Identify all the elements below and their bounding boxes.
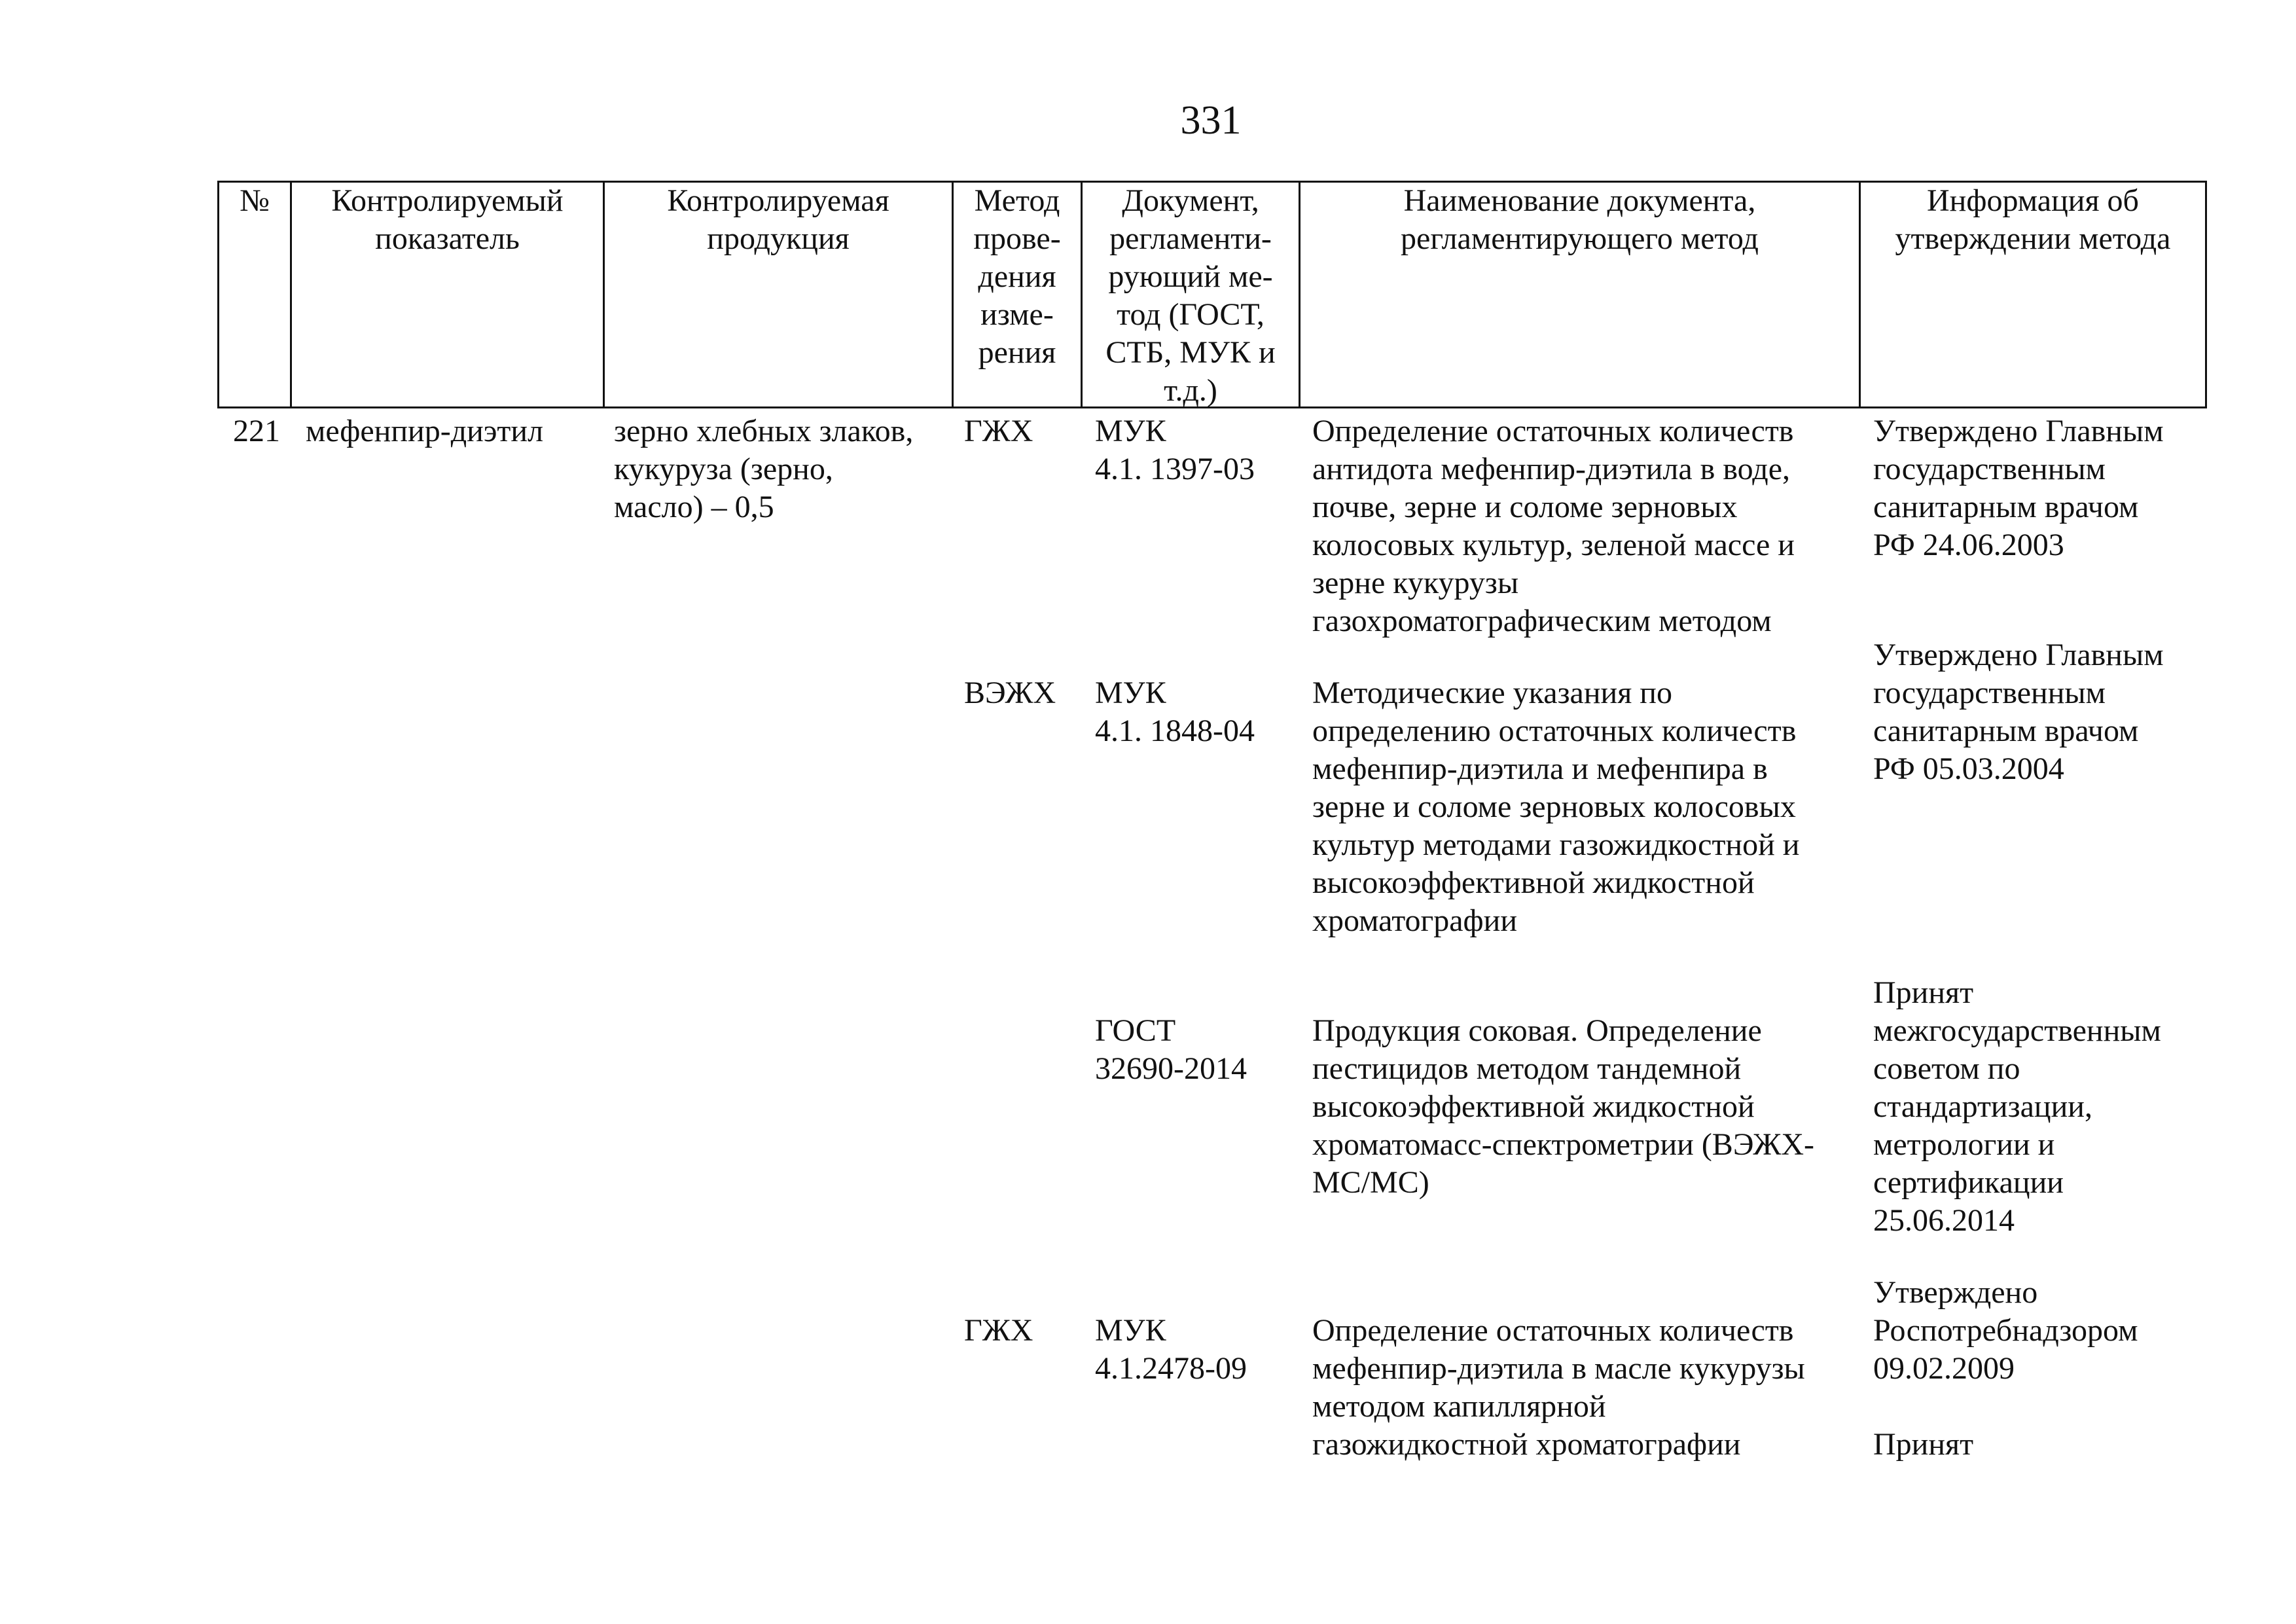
entry-document: МУК 4.1. 1848-04 (1095, 676, 1255, 748)
entry-doc-name: Методические указания по определению остаточных количеств мефенпир-диэтила и мефенпира в зерне и соломе зерновых колосовых культур методами газожидкостной и высокоэффективной жидкостной хроматографии (1312, 676, 1800, 938)
entry-approval: Принят межгосударственным советом по стандартизации, метрологии и сертификации 25.06.2014 (1873, 975, 2161, 1238)
entry-document: МУК 4.1. 1397-03 (1095, 414, 1255, 486)
entry-document: МУК 4.1.2478-09 (1095, 1313, 1247, 1386)
entry-approval: Утверждено Роспотребнадзором 09.02.2009 Принят (1873, 1275, 2138, 1462)
entry-document: ГОСТ 32690-2014 (1095, 1013, 1247, 1086)
entry-doc-name: Определение остаточных количеств антидота мефенпир-диэтила в воде, почве, зерне и соломе зерновых колосовых культур, зеленой массе и зерне кукурузы газохроматографическим методом (1312, 414, 1795, 638)
header-doc-name: Наименование документа, регламентирующего метод (1401, 183, 1759, 256)
header-document: Документ, регламенти- рующий ме- тод (ГОСТ, СТБ, МУК и т.д.) (1105, 183, 1276, 408)
header-product: Контролируемая продукция (667, 183, 889, 256)
entry-method: ГЖХ (964, 1313, 1033, 1348)
entry-doc-name: Продукция соковая. Определение пестицидов методом тандемной высокоэффективной жидкостной хроматомасс-спектрометрии (ВЭЖХ- МС/МС) (1312, 1013, 1814, 1200)
header-indicator: Контролируемый показатель (331, 183, 564, 256)
entry-method: ВЭЖХ (964, 676, 1056, 710)
row-indicator: мефенпир-диэтил (306, 414, 544, 448)
entry-approval: Утверждено Главным государственным санитарным врачом РФ 24.06.2003 (1873, 414, 2164, 562)
header-approval: Информация об утверждении метода (1895, 183, 2171, 256)
header-method: Метод прове- дения изме- рения (973, 183, 1061, 370)
row-product: зерно хлебных злаков, кукуруза (зерно, масло) – 0,5 (614, 414, 914, 524)
header-no: № (240, 183, 270, 218)
entry-method: ГЖХ (964, 414, 1033, 448)
row-number: 221 (233, 414, 280, 448)
entry-approval: Утверждено Главным государственным санитарным врачом РФ 05.03.2004 (1873, 638, 2164, 786)
page-number: 331 (1180, 98, 1242, 143)
entry-doc-name: Определение остаточных количеств мефенпир-диэтила в масле кукурузы методом капиллярной газожидкостной хроматографии (1312, 1313, 1805, 1462)
